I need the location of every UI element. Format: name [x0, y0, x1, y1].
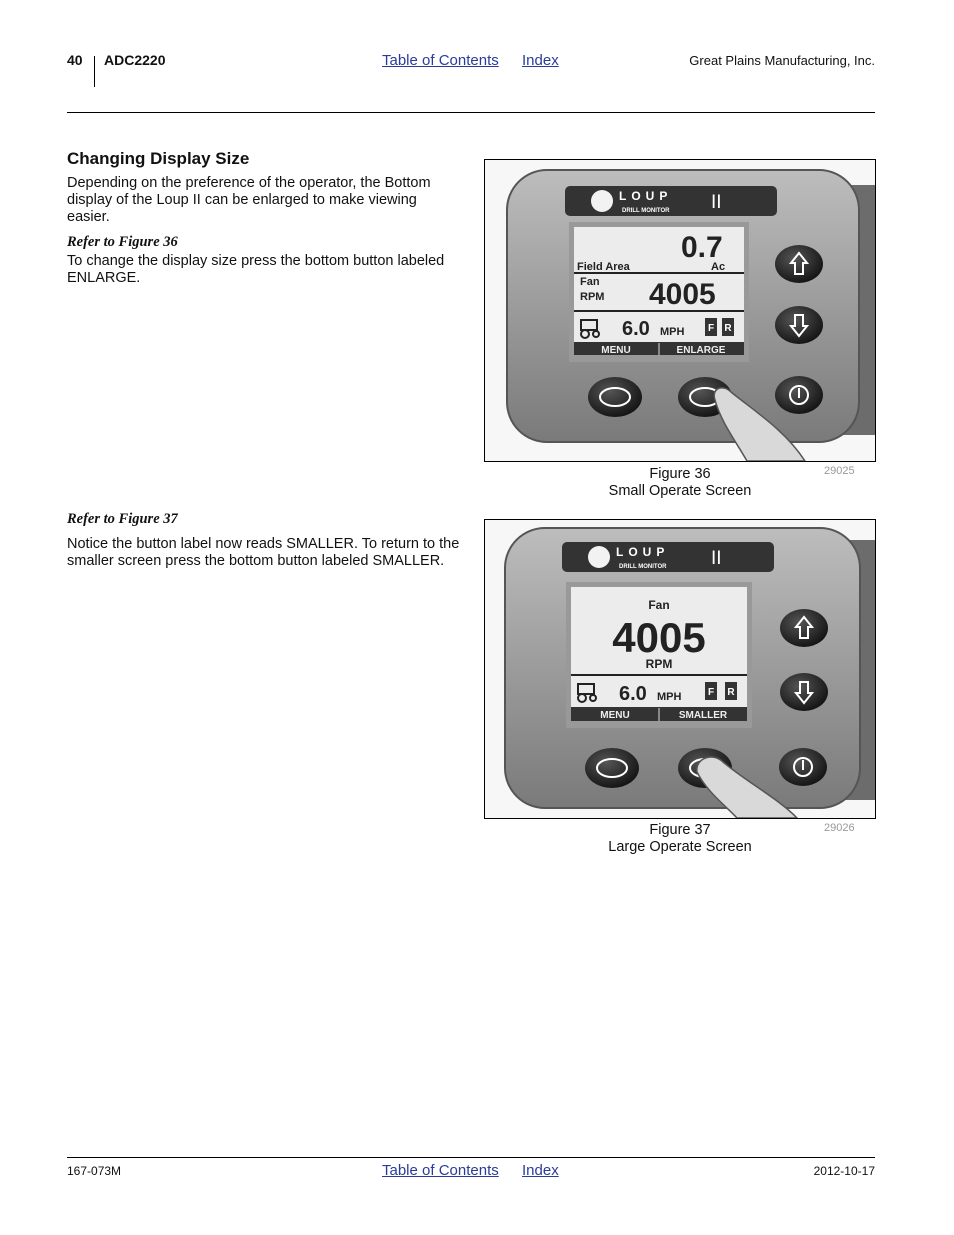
down-arrow-button[interactable] [775, 306, 823, 344]
down-arrow-button[interactable] [780, 673, 828, 711]
figure-37-photo-id: 29026 [824, 822, 855, 834]
speed-value: 6.0 [619, 683, 647, 705]
speed-value: 6.0 [622, 318, 650, 340]
softkey-enlarge-label: ENLARGE [676, 345, 726, 356]
smaller-instruction: Notice the button label now reads SMALLER. To return to the smaller screen press the bottom button labeled SMALLER. [67, 536, 460, 569]
fan-unit: RPM [645, 657, 673, 671]
brand-name: LOUP [616, 545, 670, 559]
softkey-smaller-label: SMALLER [678, 710, 728, 721]
forward-indicator: F [707, 687, 715, 698]
menu-softkey-button[interactable] [585, 748, 639, 788]
rpm-label: RPM [580, 291, 605, 303]
brand-suffix: II [711, 192, 722, 213]
loup-monitor-large-screen [485, 520, 875, 818]
refer-figure-36: Refer to Figure 36 [67, 234, 178, 250]
brand-subtitle: DRILL MONITOR [619, 564, 667, 570]
fan-label: Fan [648, 598, 670, 612]
area-unit: Ac [711, 261, 726, 273]
part-number: 167-073M [67, 1164, 122, 1178]
figure-37-number: Figure 37 [649, 822, 711, 838]
loup-monitor-small-screen [485, 160, 875, 461]
reverse-indicator: R [724, 323, 732, 334]
figure-37-title: Large Operate Screen [608, 839, 752, 855]
fan-value: 4005 [649, 278, 716, 311]
fan-value: 4005 [612, 614, 706, 661]
company-name: Great Plains Manufacturing, Inc. [689, 53, 875, 68]
header-index-link[interactable]: Index [522, 52, 559, 69]
footer-toc-link[interactable]: Table of Contents [382, 1162, 499, 1179]
brand-subtitle: DRILL MONITOR [622, 208, 670, 214]
brand-logo-icon [591, 190, 613, 212]
up-arrow-button[interactable] [780, 609, 828, 647]
softkey-menu-label: MENU [600, 710, 630, 721]
document-code: ADC2220 [104, 52, 166, 68]
menu-softkey-button[interactable] [588, 377, 642, 417]
figure-36-photo-id: 29025 [824, 465, 855, 477]
revision-date: 2012-10-17 [813, 1164, 875, 1178]
area-value: 0.7 [681, 231, 723, 264]
up-arrow-button[interactable] [775, 245, 823, 283]
footer-rule [67, 1157, 875, 1158]
speed-unit: MPH [657, 691, 682, 703]
figure-37-photo [484, 519, 876, 819]
figure-36-title: Small Operate Screen [608, 483, 752, 499]
power-button[interactable] [779, 748, 827, 786]
fan-label: Fan [580, 276, 600, 288]
figure-36-photo [484, 159, 876, 462]
power-button[interactable] [775, 376, 823, 414]
softkey-menu-label: MENU [601, 345, 631, 356]
forward-indicator: F [707, 323, 715, 334]
brand-name: LOUP [619, 189, 673, 203]
figure-36-caption [484, 466, 876, 500]
brand-suffix: II [711, 548, 722, 569]
speed-unit: MPH [660, 326, 685, 338]
intro-paragraph: Depending on the preference of the operator, the Bottom display of the Loup II can be enlarged to make viewing easier. [67, 175, 431, 225]
header-divider [94, 56, 95, 87]
section-title: Changing Display Size [67, 149, 250, 168]
brand-logo-icon [588, 546, 610, 568]
area-label: Field Area [577, 261, 630, 273]
footer-index-link[interactable]: Index [522, 1162, 559, 1179]
enlarge-instruction: To change the display size press the bottom button labeled ENLARGE. [67, 253, 445, 286]
figure-37-caption [484, 822, 876, 856]
reverse-indicator: R [727, 687, 735, 698]
figure-36-number: Figure 36 [649, 466, 711, 482]
refer-figure-37: Refer to Figure 37 [67, 511, 178, 527]
page-number: 40 [67, 52, 83, 68]
header-rule [67, 112, 875, 113]
header-toc-link[interactable]: Table of Contents [382, 52, 499, 69]
